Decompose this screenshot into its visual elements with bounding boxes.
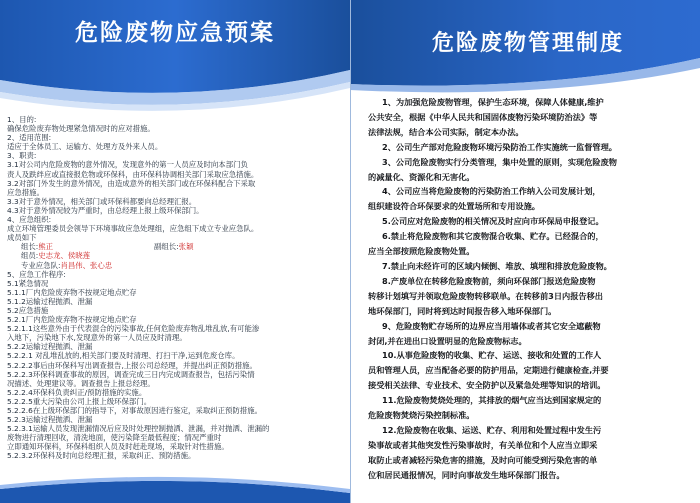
plan-line: 应急措施。: [7, 187, 44, 197]
rule-line: 10.从事危险废物的收集、贮存、运送、接收和处置的工作人: [382, 350, 602, 361]
plan-line: 5.2.3.2环保科及时向总经理汇报，采取纠正、预防措施。: [7, 451, 196, 461]
deputy-label: 副组长:: [154, 242, 179, 252]
rule-line: 封闭,并在进出口设置明显的危险废物标志。: [368, 335, 527, 346]
rule-line: 位和居民通报情况，同时向事故发生地环保部门报告。: [368, 469, 565, 480]
rule-line: 组织建设符合环保要求的处置场所和专用设施。: [368, 201, 540, 212]
members-row: [7, 251, 333, 260]
left-footer-wave: [0, 463, 350, 503]
leader-label: 组长:: [21, 242, 39, 252]
deputy-name: 张颖: [178, 242, 194, 252]
plan-line: 3、职责:: [7, 151, 37, 161]
rule-line: 12.危险废物在收集、运送、贮存、利用和处置过程中发生污: [382, 424, 602, 435]
rule-line: 8.产废单位在转移危险废物前，须向环保部门报送危险废物: [382, 275, 596, 286]
team-row: [7, 261, 333, 270]
plan-line: 5、应急工作程序:: [7, 269, 66, 279]
plan-line: 5.2.1.1这些意外由于代表混合的污染事故,任何危险废弃物乱堆乱放,有可能渗: [7, 324, 260, 334]
members-label: 组员:: [21, 251, 39, 261]
plan-line: 4、应急组织:: [7, 215, 52, 225]
plan-line: 5.2.2.5重大污染由公司上报上级环保部门。: [7, 396, 152, 406]
plan-line: 5.1紧急情况: [7, 278, 49, 288]
team-label: 专业应急队:: [21, 260, 61, 270]
plan-line: 5.1.2运输过程抛洒、泄漏: [7, 296, 93, 306]
plan-line: 责人及跌绊应或直接报危物或环保科，由环保科协调相关部门采取应急措施。: [7, 169, 259, 179]
rule-line: 接受相关法律、专业技术、安全防护以及紧急处理等知识的培训。: [368, 380, 606, 391]
rule-line: 6.禁止将危险废物和其它废物混合收集、贮存。已经混合的，: [382, 231, 604, 242]
plan-line: 5.2.2.2事后由环保科写出调查报告,上报公司总经理，并提出纠正预防措施。: [7, 360, 257, 370]
plan-line: 2、适用范围:: [7, 133, 52, 143]
rule-line: 4、公司应当将危险废物的污染防治工作纳入公司发展计划，: [382, 186, 601, 197]
plan-line: 适应于全体员工、运输方、处理方及外来人员。: [7, 142, 163, 152]
rule-line: 取防止或者减轻污染危害的措施，及时向可能受到污染危害的单: [368, 454, 598, 465]
plan-line: 5.2.2.1 对乱堆乱放的,相关部门要及时清理、打扫干净,运到危废仓库。: [7, 351, 240, 361]
team-names: 肖昌伟、张心忠: [60, 260, 113, 270]
management-rules-body: [368, 95, 686, 490]
rule-line: 地环保部门，同时将到达时间报告移入地环保部门。: [368, 305, 557, 316]
rule-line: 公共安全，根据《中华人民共和国固体废物污染环境防治法》等: [368, 111, 598, 122]
panel-divider: [350, 0, 351, 503]
plan-line: 5.2.3运输过程抛洒、泄漏: [7, 415, 93, 425]
plan-line: 废物进行清理回收，清洗地面，使污染降至最低程度；情况严重时: [7, 433, 222, 443]
rule-line: 危险废物焚烧污染控制标准。: [368, 410, 475, 421]
plan-lines-a: [7, 115, 333, 242]
plan-line: 5.2.2.6在上级环保部门的指导下，对事故原因进行鉴定，采取纠正预防措施。: [7, 406, 262, 415]
left-title: 危险废物应急预案: [75, 20, 275, 46]
leader-row: [7, 242, 333, 251]
plan-line: 5.2.2.4环保科负责纠正/预防措施的实施。: [7, 387, 147, 397]
rule-line: 7.禁止向未经许可的区域内倾倒、堆放、填埋和排放危险废物。: [382, 260, 612, 271]
rule-line: 员和管理人员，应当配备必要的防护用品，定期进行健康检查,并要: [368, 365, 609, 376]
plan-line: 5.2应急措施: [7, 305, 49, 315]
emergency-plan-body: [7, 115, 333, 487]
right-title: 危险废物管理制度: [431, 31, 624, 56]
rule-line: 转移计划填写并领取危险废物转移联单。在转移前3日内报告移出: [368, 290, 603, 301]
rule-line: 应当全部按照危险废物处置。: [368, 246, 475, 257]
plan-line: 3.3对于意外情况，相关部门或环保科都要向总经理汇报。: [7, 196, 197, 206]
rule-line: 1、为加强危险废物管理，保护生态环境，保障人体健康,维护: [382, 97, 604, 107]
plan-line: 1、目的:: [7, 115, 37, 124]
rule-line: 2、公司生产部对危险废物环境污染防治工作实施统一监督管理。: [382, 141, 617, 152]
rule-line: 3、公司危险废物实行分类管理，集中处置的原则，实现危险废物: [382, 156, 617, 167]
plan-line: 况描述、处理建议等。调查报告上报总经理。: [7, 378, 155, 388]
plan-line: 成员如下: [7, 233, 37, 243]
plan-line: 5.2.2运输过程抛洒、泄漏: [7, 342, 93, 352]
plan-line: 3.2对部门外发生的意外情况，由造成意外的相关部门或在环保科配合下采取: [7, 178, 256, 188]
plan-line: 入地下，污染地下水,发现意外的第一人员应及时清理。: [7, 333, 187, 343]
leader-name: 熊正: [38, 242, 54, 252]
plan-line: 成立环境管理委员会领导下环境事故应急处理组，应急组下成立专业应急队。: [7, 224, 259, 234]
plan-line: 4.3对于意外情况较为严重时，由总经理上报上级环保部门。: [7, 205, 204, 215]
rule-line: 染事故或者其他突发性污染事故时，有关单位和个人应当立即采: [368, 439, 598, 450]
plan-line: 3.1对公司内危险废物的意外情况，发现意外的第一人员应及时向本部门负: [7, 160, 248, 170]
plan-line: 5.1.1厂内危险废弃物不按规定地点贮存: [7, 287, 137, 297]
plan-line: 立即通知环保科，环保科组织人员及时赶赴现场，采取针对性措施。: [7, 442, 229, 452]
plan-lines-b: [7, 270, 333, 461]
rule-line: 的减量化、资源化和无害化。: [368, 171, 475, 182]
plan-line: 5.2.1厂内危险废弃物不按规定地点贮存: [7, 315, 137, 325]
rule-line: 11.危险废物焚烧处理的，其排放的烟气应当达到国家规定的: [382, 395, 602, 406]
rule-line: 法律法规，结合本公司实际，制定本办法。: [368, 126, 524, 137]
plan-line: 5.2.3.1运输人员发现泄漏情况后应及时处理控制抛洒、泄漏，并对抛洒、泄漏的: [7, 424, 270, 434]
rule-line: 5.公司应对危险废物的相关情况及时应向市环保局申报登记。: [382, 216, 604, 227]
rule-line: 9、危险废物贮存场所的边界应当用墙体或者其它安全遮蔽物: [382, 320, 601, 331]
plan-line: 确保危险废弃物处理紧急情况时的应对措施。: [7, 124, 155, 134]
members-names: 史志龙、侯晓莲: [38, 251, 91, 261]
plan-line: 5.2.2.3环保科调查事故的原因，调查完成三日内完成调查报告，包括污染情: [7, 369, 255, 379]
